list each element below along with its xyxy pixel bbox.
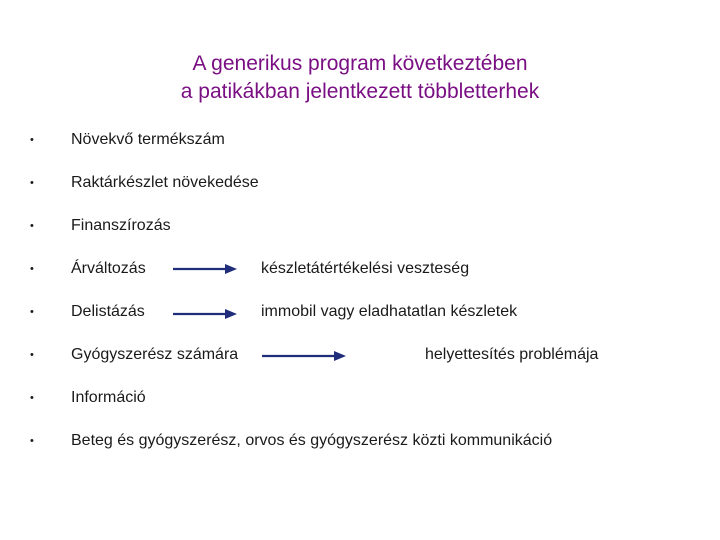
list-item-result: helyettesítés problémája: [425, 346, 599, 363]
list-item-kommunikacio: [0, 431, 720, 455]
right-arrow-icon: [173, 263, 237, 275]
bullet: •: [30, 392, 34, 404]
list-item-text: Beteg és gyógyszerész, orvos és gyógyszerész közti kommunikáció: [71, 432, 553, 449]
list-item-text: Növekvő termékszám: [71, 131, 225, 148]
list-item-result: készletátértékelési veszteség: [261, 260, 470, 277]
right-arrow-icon: [173, 308, 237, 320]
list-item-text: Raktárkészlet növekedése: [71, 174, 259, 191]
list-item-text: Delistázás: [71, 303, 145, 320]
list-item-raktarkeszlet: [0, 173, 720, 197]
list-item-result: immobil vagy eladhatatlan készletek: [261, 303, 518, 320]
list-item-text: Árváltozás: [71, 260, 146, 277]
list-item-text: Finanszírozás: [71, 217, 171, 234]
bullet: •: [30, 220, 34, 232]
list-item-text: Információ: [71, 389, 146, 406]
right-arrow-icon: [262, 350, 346, 362]
list-item-gyogyszeresz: [0, 345, 720, 369]
slide-title: [0, 50, 720, 106]
bullet: •: [30, 177, 34, 189]
list-item-delistazas: [0, 302, 720, 326]
slide-title-line-1: A generikus program következtében: [192, 52, 528, 75]
bullet: •: [30, 263, 34, 275]
bullet: •: [30, 306, 34, 318]
list-item-text: Gyógyszerész számára: [71, 346, 239, 363]
list-item-informacio: [0, 388, 720, 412]
slide-title-line-2: a patikákban jelentkezett többletterhek: [180, 80, 540, 103]
bullet: •: [30, 134, 34, 146]
list-item-novekvo-termekszam: [0, 130, 720, 154]
list-item-finanszirozas: [0, 216, 720, 240]
bullet: •: [30, 349, 34, 361]
list-item-arvaltozas: [0, 259, 720, 283]
bullet: •: [30, 435, 34, 447]
